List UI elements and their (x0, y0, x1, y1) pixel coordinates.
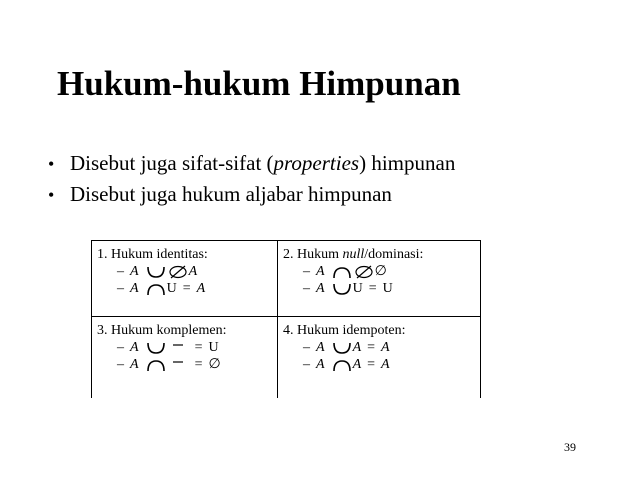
complement-bar-icon (167, 341, 189, 355)
formula-dash: – (117, 281, 124, 296)
law-heading-name: identitas: (156, 247, 208, 262)
law-heading (97, 322, 227, 339)
formula-dash: – (117, 357, 124, 372)
law-heading-prefix: 1. Hukum (97, 247, 157, 262)
formula-dash: – (303, 281, 310, 296)
slide-title: Hukum-hukum Himpunan (57, 64, 461, 103)
law-formula (283, 280, 423, 297)
formula-operand: A (316, 357, 325, 372)
formula-result: A (188, 264, 198, 279)
formula-result: ∅ (374, 264, 387, 279)
table-top-border (91, 240, 481, 241)
formula-result: ∅ (208, 357, 221, 372)
empty-set-icon (167, 265, 189, 279)
formula-result: A (196, 281, 206, 296)
law-heading-name: komplemen: (156, 323, 227, 338)
bullet-text: Disebut juga sifat-sifat (properties) himpunan (70, 151, 456, 175)
formula-operand: A (316, 340, 325, 355)
law-formula (283, 356, 406, 373)
law-heading-name: /dominasi: (364, 247, 424, 262)
formula-equals: = (194, 357, 203, 372)
law-formula (283, 263, 423, 280)
formula-operand: A (130, 281, 139, 296)
law-formula (97, 280, 208, 297)
bullet-dot-icon: • (48, 154, 55, 174)
formula-operand: A (352, 357, 362, 372)
formula-operand: U (166, 281, 177, 296)
bullet-item (48, 179, 455, 210)
formula-equals: = (194, 340, 203, 355)
law-heading-prefix: 2. Hukum (283, 247, 343, 262)
bullet-dot-icon: • (48, 185, 55, 205)
intersection-icon (145, 358, 167, 372)
formula-dash: – (117, 264, 124, 279)
formula-operand: A (316, 264, 325, 279)
intersection-icon (145, 282, 167, 296)
formula-dash: – (303, 340, 310, 355)
formula-result: A (381, 357, 390, 372)
page-number: 39 (564, 440, 576, 454)
union-icon (145, 265, 167, 279)
bullet-text: Disebut juga hukum aljabar himpunan (70, 182, 392, 206)
law-cell-complement (97, 322, 227, 373)
formula-dash: – (303, 264, 310, 279)
set-laws-table (91, 240, 481, 398)
law-cell-null-domination (283, 246, 423, 297)
formula-equals: = (367, 357, 376, 372)
law-heading-prefix: 4. Hukum (283, 323, 343, 338)
complement-bar-icon (167, 358, 189, 372)
formula-result: U (382, 281, 393, 296)
law-heading (283, 322, 406, 339)
intersection-icon (331, 358, 353, 372)
formula-operand: A (352, 340, 362, 355)
formula-dash: – (117, 340, 124, 355)
law-heading (97, 246, 208, 263)
law-heading (283, 246, 423, 263)
law-heading-italic: null (342, 247, 365, 262)
law-heading-prefix: 3. Hukum (97, 323, 157, 338)
formula-result: A (381, 340, 390, 355)
formula-equals: = (182, 281, 191, 296)
formula-operand: U (352, 281, 363, 296)
bullet-list (48, 148, 455, 210)
law-formula (97, 356, 227, 373)
formula-result: U (208, 340, 219, 355)
formula-operand: A (130, 340, 139, 355)
table-middle-border (91, 316, 481, 317)
bullet-item (48, 148, 455, 179)
table-right-border (480, 240, 481, 398)
law-formula (97, 339, 227, 356)
formula-operand: A (316, 281, 325, 296)
table-left-border (91, 240, 92, 398)
law-formula (97, 263, 208, 280)
law-cell-identity (97, 246, 208, 297)
formula-operand: A (130, 357, 139, 372)
formula-equals: = (368, 281, 377, 296)
intersection-icon (331, 265, 353, 279)
table-center-border (277, 240, 278, 398)
empty-set-icon (353, 265, 375, 279)
law-formula (283, 339, 406, 356)
formula-equals: = (367, 340, 376, 355)
formula-dash: – (303, 357, 310, 372)
union-icon (145, 341, 167, 355)
union-icon (331, 282, 353, 296)
union-icon (331, 341, 353, 355)
law-cell-idempotent (283, 322, 406, 373)
formula-operand: A (130, 264, 139, 279)
law-heading-name: idempoten: (342, 323, 406, 338)
